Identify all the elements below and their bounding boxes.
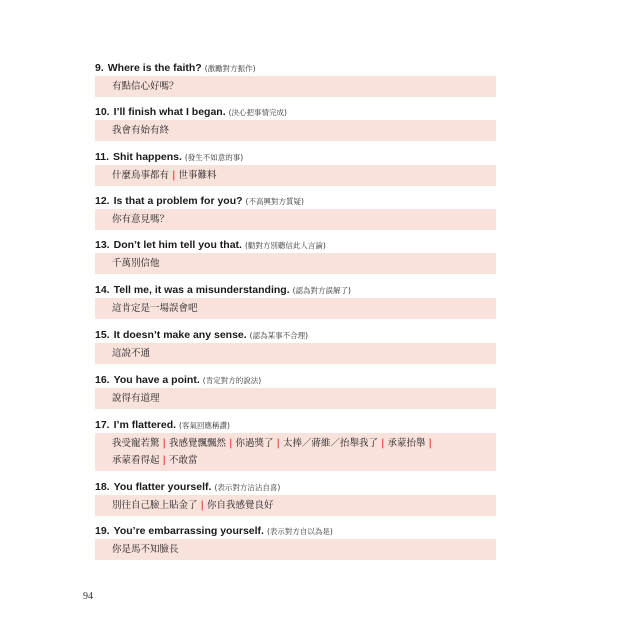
translation-box [95, 433, 496, 471]
chinese-translation: 這說不通 [112, 348, 151, 359]
phrase-entry [95, 147, 496, 186]
phrase-number: 19. [95, 525, 110, 537]
english-phrase: You have a point. [113, 374, 200, 386]
phrase-heading [95, 521, 496, 537]
translation-box [95, 298, 496, 319]
chinese-translation: 承蒙抬舉 [387, 438, 426, 449]
phrase-entry [95, 521, 496, 560]
phrase-heading [95, 370, 496, 386]
translation-box [95, 388, 496, 409]
separator-bar: | [162, 455, 166, 466]
english-phrase: You flatter yourself. [113, 481, 212, 493]
usage-note: (不高興對方質疑) [245, 197, 304, 206]
chinese-translation: 千萬別信他 [112, 258, 160, 269]
english-phrase: I’ll finish what I began. [113, 106, 226, 118]
phrase-number: 13. [95, 239, 110, 251]
translation-line [112, 452, 496, 469]
usage-note: (認為對方誤解了) [292, 286, 351, 295]
phrase-entry [95, 477, 496, 516]
chinese-translation: 有點信心好嗎？ [112, 81, 179, 92]
phrase-number: 11. [95, 151, 110, 163]
chinese-translation: 你過獎了 [235, 438, 274, 449]
usage-note: (肯定對方的說法) [202, 376, 262, 385]
chinese-translation: 世事難料 [178, 170, 217, 181]
translation-line [112, 497, 496, 514]
chinese-translation: 我感覺飄飄然 [169, 438, 227, 449]
translation-line [112, 122, 496, 139]
translation-box [95, 343, 496, 364]
phrase-entry [95, 235, 496, 274]
translation-line [112, 167, 496, 184]
english-phrase: Shit happens. [113, 151, 182, 163]
phrase-entry [95, 58, 496, 97]
usage-note: (表示對方沾沾自喜) [214, 483, 281, 492]
translation-line [112, 345, 496, 362]
english-phrase: Where is the faith? [107, 62, 202, 74]
translation-line [112, 541, 496, 558]
chinese-translation: 我會有始有終 [112, 125, 170, 136]
phrase-number: 12. [95, 195, 110, 207]
chinese-translation: 說得有道理 [112, 393, 160, 404]
chinese-translation: 不敢當 [169, 455, 198, 466]
usage-note: (決心把事情完成) [228, 108, 287, 117]
translation-box [95, 76, 496, 97]
english-phrase: Tell me, it was a misunderstanding. [113, 284, 290, 296]
separator-bar: | [381, 438, 385, 449]
usage-note: (表示對方自以為是) [266, 527, 333, 536]
translation-line [112, 300, 496, 317]
phrase-number: 9. [95, 62, 104, 74]
phrase-heading [95, 477, 496, 493]
translation-box [95, 165, 496, 186]
separator-bar: | [162, 438, 166, 449]
translation-line [112, 78, 496, 95]
phrase-heading [95, 280, 496, 296]
phrase-heading [95, 191, 496, 207]
phrase-entry [95, 370, 496, 409]
phrase-number: 15. [95, 329, 110, 341]
phrase-heading [95, 235, 496, 251]
phrase-heading [95, 102, 496, 118]
translation-box [95, 495, 496, 516]
chinese-translation: 你有意見嗎？ [112, 214, 170, 225]
separator-bar: | [276, 438, 280, 449]
phrase-heading [95, 58, 496, 74]
phrase-heading [95, 147, 496, 163]
translation-line [112, 255, 496, 272]
usage-note: (激勵對方振作) [204, 64, 256, 73]
separator-bar: | [229, 438, 233, 449]
usage-note: (客氣回應稱讚) [179, 421, 230, 430]
translation-box [95, 209, 496, 230]
phrase-number: 18. [95, 481, 110, 493]
phrase-entry [95, 280, 496, 319]
translation-line [112, 211, 496, 228]
usage-note: (發生不如意的事) [184, 153, 244, 162]
separator-bar: | [428, 438, 432, 449]
translation-line [112, 435, 496, 452]
translation-box [95, 253, 496, 274]
translation-line [112, 390, 496, 407]
phrase-entry [95, 191, 496, 230]
chinese-translation: 你自我感覺良好 [207, 500, 274, 511]
phrase-entry [95, 325, 496, 364]
usage-note: (認為某事不合理) [249, 331, 309, 340]
english-phrase: Is that a problem for you? [113, 195, 243, 207]
chinese-translation: 承蒙看得起 [112, 455, 160, 466]
phrase-number: 10. [95, 106, 110, 118]
chinese-translation: 什麼鳥事都有 [112, 170, 170, 181]
chinese-translation: 別往自己臉上貼金了 [112, 500, 198, 511]
english-phrase: You’re embarrassing yourself. [113, 525, 264, 537]
phrase-number: 17. [95, 419, 110, 431]
translation-box [95, 120, 496, 141]
separator-bar: | [172, 170, 176, 181]
chinese-translation: 這肯定是一場誤會吧 [112, 303, 198, 314]
english-phrase: I’m flattered. [113, 419, 177, 431]
phrase-heading [95, 325, 496, 341]
usage-note: (勸對方別聽信此人言論) [244, 241, 326, 250]
phrase-entry [95, 415, 496, 471]
translation-box [95, 539, 496, 560]
phrase-number: 16. [95, 374, 110, 386]
chinese-translation: 你是馬不知臉長 [112, 544, 179, 555]
separator-bar: | [200, 500, 204, 511]
english-phrase: Don’t let him tell you that. [113, 239, 242, 251]
page-number: 94 [83, 591, 93, 602]
english-phrase: It doesn’t make any sense. [113, 329, 247, 341]
phrase-entry [95, 102, 496, 141]
phrase-number: 14. [95, 284, 110, 296]
chinese-translation: 太捧／蔣維／抬舉我了 [283, 438, 379, 449]
phrase-heading [95, 415, 496, 431]
chinese-translation: 我受寵若驚 [112, 438, 160, 449]
